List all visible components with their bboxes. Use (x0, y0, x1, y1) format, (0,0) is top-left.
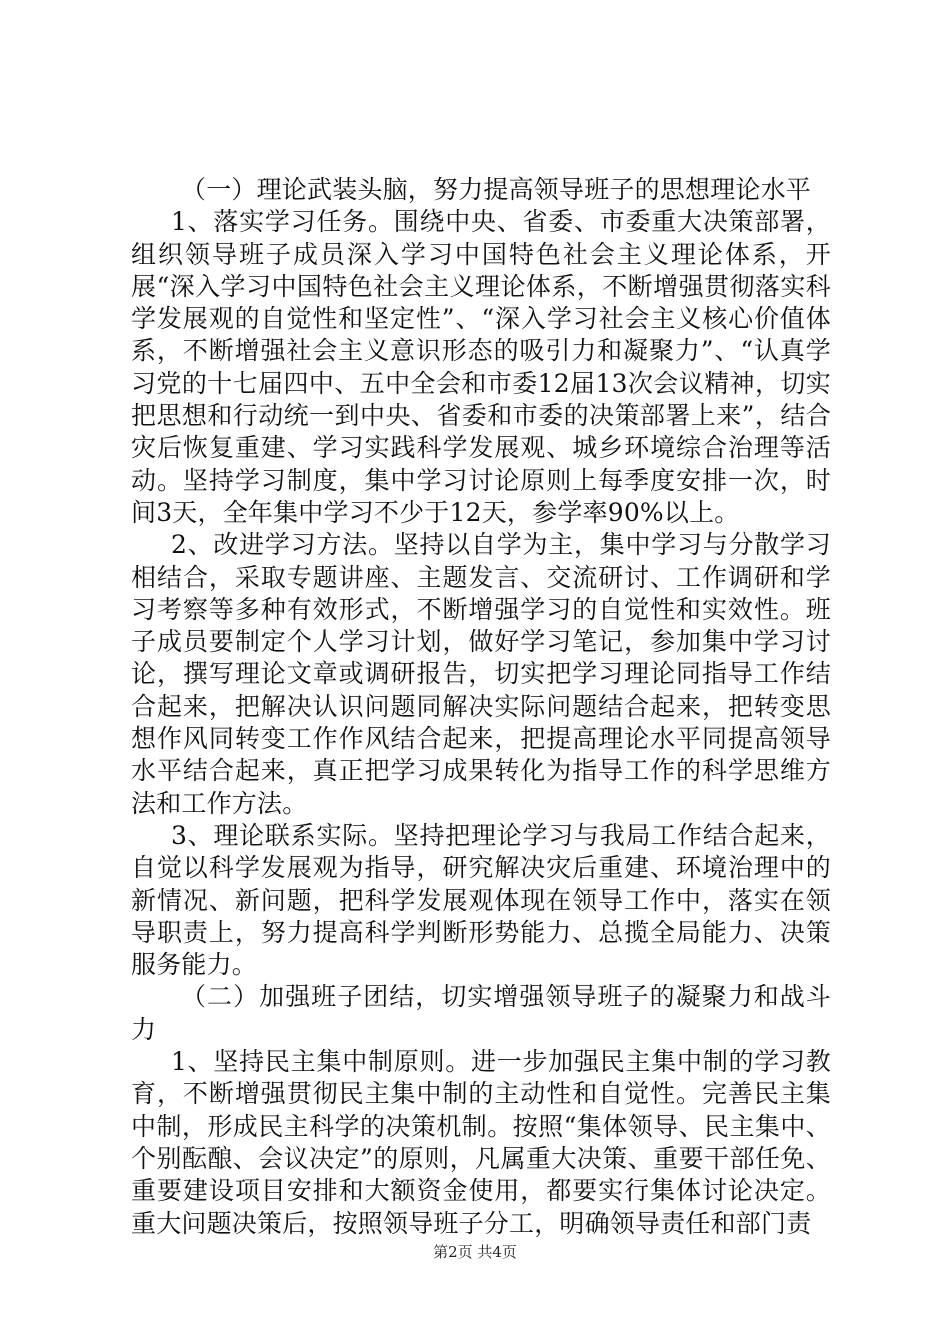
section-heading-1: （一）理论武装头脑，努力提高领导班子的思想理论水平 (181, 175, 812, 204)
document-body (131, 174, 831, 1240)
paragraph-1-1: 1、落实学习任务。围绕中央、省委、市委重大决策部署，组织领导班子成员深入学习中国特色社会主义理论体系，开展“深入学习中国特色社会主义理论体系，不断增强贯彻落实科学发展观的自觉性和坚定性”、“深入学习社会主义核心价值体系，不断增强社会主义意识形态的吸引力和凝聚力”、“认真学习党的十七届四中、五中全会和市委12届13次会议精神，切实把思想和行动统一到中央、省委和市委的决策部署上来”，结合灾后恢复重建、学习实践科学发展观、城乡环境综合治理等活动。坚持学习制度，集中学习讨论原则上每季度安排一次，时间3天，全年集中学习不少于12天，参学率90%以上。 (131, 207, 831, 527)
page-number: 第2页 共4页 (433, 1243, 517, 1261)
paragraph-1-2: 2、改进学习方法。坚持以自学为主，集中学习与分散学习相结合，采取专题讲座、主题发言、交流研讨、工作调研和学习考察等多种有效形式，不断增强学习的自觉性和实效性。班子成员要制定个人学习计划，做好学习笔记，参加集中学习讨论，撰写理论文章或调研报告，切实把学习理论同指导工作结合起来，把解决认识问题同解决实际问题结合起来，把转变思想作风同转变工作作风结合起来，把提高理论水平同提高领导水平结合起来，真正把学习成果转化为指导工作的科学思维方法和工作方法。 (131, 530, 831, 818)
page-footer (0, 1243, 950, 1261)
section-heading-2: （二）加强班子团结，切实增强领导班子的凝聚力和战斗力 (131, 982, 831, 1044)
paragraph-1-3: 3、理论联系实际。坚持把理论学习与我局工作结合起来，自觉以科学发展观为指导，研究解决灾后重建、环境治理中的新情况、新问题，把科学发展观体现在领导工作中，落实在领导职责上，努力提高科学判断形势能力、总揽全局能力、决策服务能力。 (131, 820, 831, 980)
paragraph-2-1: 1、坚持民主集中制原则。进一步加强民主集中制的学习教育，不断增强贯彻民主集中制的主动性和自觉性。完善民主集中制，形成民主科学的决策机制。按照“集体领导、民主集中、个别酝酿、会议决定”的原则，凡属重大决策、重要干部任免、重要建设项目安排和大额资金使用，都要实行集体讨论决定。重大问题决策后，按照领导班子分工，明确领导责任和部门责 (131, 1047, 831, 1238)
